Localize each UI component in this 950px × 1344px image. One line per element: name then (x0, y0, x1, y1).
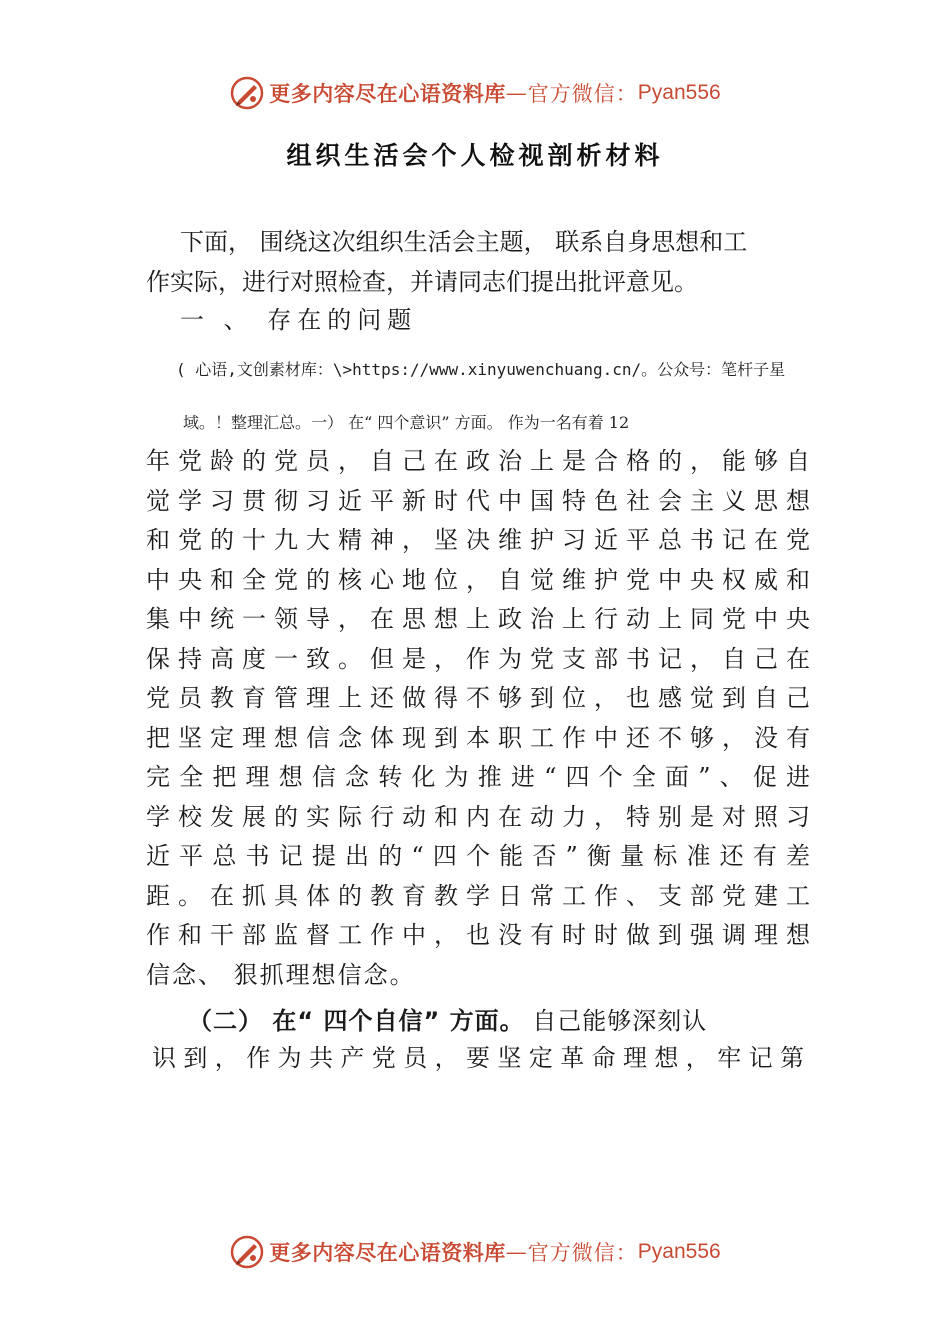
body-line: 和党的十九大精神，坚决维护习近平总书记在党 (146, 526, 810, 554)
watermark-wechat-label: 官方微信： (527, 82, 638, 106)
body-line: 距。在抓具体的教育教学日常工作、支部党建工 (146, 881, 810, 910)
body-line: 学校发展的实际行动和内在动力，特别是对照习 (146, 802, 810, 831)
watermark-dash: — (505, 1240, 528, 1264)
watermark-banner-top (0, 73, 950, 113)
source-note: ( 心语,文创素材库：\>https://www.xinyuwenchuang.cn/。公众号：笔杆子星 (176, 360, 786, 379)
watermark-banner-bottom (0, 1232, 950, 1272)
section2-text: 自己能够深刻认 (532, 1007, 708, 1035)
note-line-2: 域。！整理汇总。一） 在“ 四个意识” 方面。 作为一名有着 12 (183, 413, 630, 432)
body-line: 保持高度一致。但是，作为党支部书记，自己在 (146, 644, 810, 673)
section2-line-2: 识到，作为共产党员，要坚定革命理想，牢记第 (152, 1044, 804, 1072)
body-line: 完全把理想信念转化为推进“四个全面”、促进 (146, 763, 810, 791)
pen-logo-icon (229, 75, 265, 111)
body-line: 把坚定理想信念体现到本职工作中还不够，没有 (146, 723, 810, 752)
body-line: 觉学习贯彻习近平新时代中国特色社会主义思想 (146, 486, 810, 515)
watermark-wechat-id: Pyan556 (637, 1240, 721, 1263)
intro-paragraph-line2 (146, 262, 810, 302)
watermark-brand-text: 更多内容尽在心语资料库 (269, 81, 506, 106)
body-line: 信念、 狠抓理想信念。 (146, 960, 416, 989)
body-line: 党员教育管理上还做得不够到位，也感觉到自己 (146, 684, 810, 712)
pen-logo-icon (229, 1234, 265, 1270)
body-line: 年党龄的党员，自己在政治上是合格的，能够自 (146, 447, 810, 475)
intro-line-1: 下面， 围绕这次组织生活会主题， 联系自身思想和工 (180, 228, 748, 256)
intro-paragraph (146, 222, 810, 262)
body-paragraph (146, 442, 810, 995)
watermark-wechat-id: Pyan556 (637, 81, 721, 104)
watermark-wechat-label: 官方微信： (527, 1241, 638, 1265)
watermark-brand-text: 更多内容尽在心语资料库 (269, 1240, 506, 1265)
body-line: 集中统一领导，在思想上政治上行动上同党中央 (146, 605, 810, 633)
body-line: 中央和全党的核心地位，自觉维护党中央权威和 (146, 565, 810, 594)
intro-line-2: 作实际，进行对照检查，并请同志们提出批评意见。 (146, 268, 698, 296)
document-title: 组织生活会个人检视剖析材料 (286, 141, 664, 170)
body-line: 作和干部监督工作中，也没有时时做到强调理想 (146, 921, 810, 949)
section2-line-1 (188, 1003, 707, 1039)
watermark-dash: — (505, 81, 528, 105)
body-line: 近平总书记提出的“四个能否”衡量标准还有差 (146, 842, 810, 870)
section2-heading: （二） 在“ 四个自信” 方面。 (188, 1007, 525, 1035)
section1-heading: 一 、 存在的问题 (180, 306, 418, 334)
